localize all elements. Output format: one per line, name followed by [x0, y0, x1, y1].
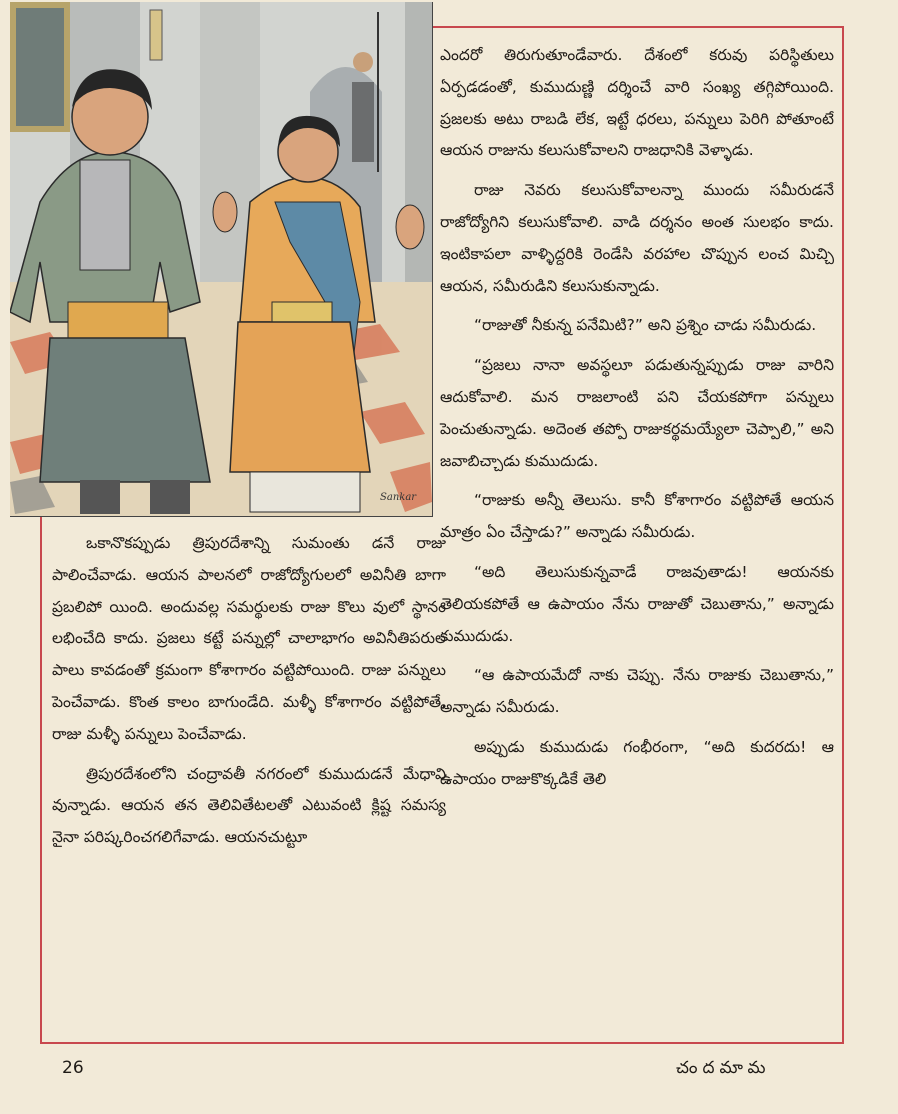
illustration-art	[10, 2, 432, 516]
paragraph: “ప్రజలు నానా అవస్థలూ పడుతున్నప్పుడు రాజు వారిని ఆదుకోవాలి. మన రాజలాంటి పని చేయకపోగా పన్నులు పెంచుతున్నాడు. అదెంత తప్పో రాజుకర్థమయ్యేలా చెప్పాలి,” అని జవాబిచ్చాడు కుముదుడు.	[440, 356, 834, 470]
magazine-name: చందమామ	[676, 1058, 771, 1078]
paragraph: “ఆ ఉపాయమేదో నాకు చెప్పు. నేను రాజుకు చెబుతాను,” అన్నాడు సమీరుడు.	[440, 666, 834, 717]
page-number: 26	[62, 1058, 84, 1078]
paragraph: అప్పుడు కుముదుడు గంభీరంగా, “అది కుదరదు! ఆ ఉపాయం రాజుకొక్కడికే తెలి	[440, 737, 834, 788]
paragraph: ఎందరో తిరుగుతూండేవారు. దేశంలో కరువు పరిస్థితులు ఏర్పడడంతో, కుముదుణ్ణి దర్శించే వారి సంఖ్య తగ్గిపోయింది. ప్రజలకు అటు రాబడి లేక, ఇట్టే ధరలు, పన్నులు పెరిగి పోతూంటే ఆయన రాజును కలుసుకోవాలని రాజధానికి వెళ్ళాడు.	[440, 46, 834, 160]
paragraph: “రాజుకు అన్నీ తెలుసు. కానీ కోశాగారం వట్టిపోతే ఆయన మాత్రం ఏం చేస్తాడు?” అన్నాడు సమీరుడు.	[440, 491, 834, 542]
right-text-column	[440, 40, 834, 1025]
paragraph: ఒకానొకప్పుడు త్రిపురదేశాన్ని సుమంతు డనే రాజు పాలించేవాడు. ఆయన పాలనలో రాజోద్యోగులలో అవినీతి బాగా ప్రబలిపో యింది. అందువల్ల సమర్థులకు రాజు కొలు వులో స్థానం లభించేది కాదు. ప్రజలు కట్టే పన్నుల్లో చాలాభాగం అవినీతిపరుల పాలు కావడంతో క్రమంగా కోశాగారం వట్టిపోయింది. రాజు పన్నులు పెంచేవాడు. కొంత కాలం బాగుండేది. మళ్ళీ కోశాగారం వట్టిపోతే, రాజు మళ్ళీ పన్నులు పెంచేవాడు.	[52, 534, 446, 743]
paragraph: “అది తెలుసుకున్నవాడే రాజవుతాడు! ఆయనకు తెలియకపోతే ఆ ఉపాయం నేను రాజుతో చెబుతాను,” అన్నాడు కుముదుడు.	[440, 562, 834, 645]
artist-signature: Sankar	[380, 492, 417, 503]
left-text-column	[52, 528, 446, 1033]
paragraph: రాజు నెవరు కలుసుకోవాలన్నా ముందు సమీరుడనే రాజోద్యోగిని కలుసుకోవాలి. వాడి దర్శనం అంత సులభం కాదు. ఇంటికాపలా వాళ్ళిద్దరికి రెండేసి వరహాల చొప్పున లంచ మిచ్చి ఆయన, సమీరుడిని కలుసుకున్నాడు.	[440, 181, 834, 295]
paragraph: త్రిపురదేశంలోని చంద్రావతీ నగరంలో కుముదుడనే మేధావి వున్నాడు. ఆయన తన తెలివితేటలతో ఎటువంటి క్లిష్ట సమస్య నైనా పరిష్కరించగలిగేవాడు. ఆయనచుట్టూ	[52, 764, 446, 847]
paragraph: “రాజుతో నీకున్న పనేమిటి?” అని ప్రశ్నిం చాడు సమీరుడు.	[474, 316, 817, 335]
story-illustration	[10, 2, 433, 517]
